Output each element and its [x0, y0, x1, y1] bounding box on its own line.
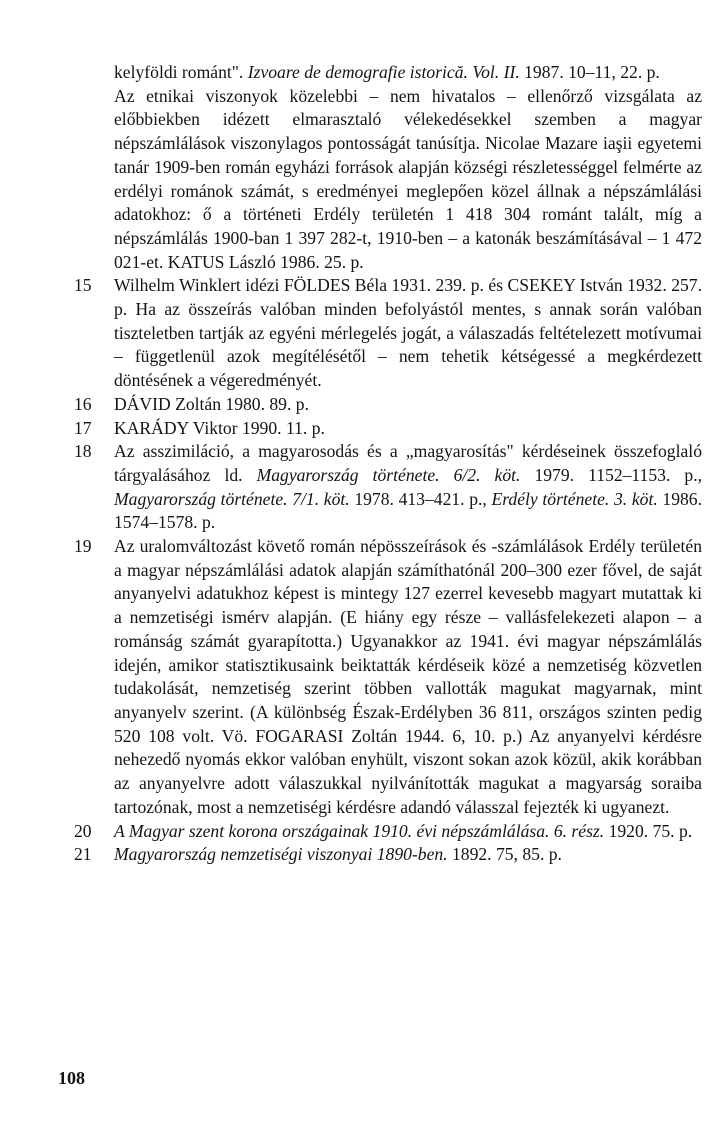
page-number: 108 — [58, 1068, 85, 1088]
endnote-number: 19 — [74, 536, 92, 557]
endnote-15 — [74, 274, 702, 393]
endnote-17 — [74, 417, 702, 441]
endnote-20 — [74, 820, 702, 844]
endnote-19 — [74, 535, 702, 819]
endnote-number: 21 — [74, 844, 92, 865]
citation-title: Magyarország története. 6/2. köt. — [256, 464, 521, 485]
note-text: 1979. 1152–1153. p., — [520, 464, 702, 485]
note-text: 1920. 75. p. — [604, 820, 693, 841]
endnote-number: 18 — [74, 441, 92, 462]
citation-title: Magyarország nemzetiségi viszonyai 1890-ben. — [114, 844, 448, 865]
note-text: 1978. 413–421. p., — [349, 488, 492, 509]
endnote-number: 17 — [74, 417, 92, 438]
note-text: kelyföldi románt". — [114, 62, 248, 82]
note-text: Wilhelm Winklert idézi FÖLDES Béla 1931. 239. p. és CSEKEY István 1932. 257. p. Ha az összeírás valóban minden befolyástól mentes, s annak során valóban tiszteletben tartják az egyéni mérlegelés jogát, a válaszadás feltételezett motívumai – függetlenül azok megítélésétől – nem tehetik kétségessé a megkérdezett döntésének a végeredményét. — [114, 275, 702, 391]
endnote-continuation — [114, 61, 702, 85]
note-text: KARÁDY Viktor 1990. 11. p. — [114, 417, 325, 438]
citation-title: Magyarország története. 7/1. köt. — [114, 488, 350, 509]
endnote-16 — [74, 393, 702, 417]
citation-title: A Magyar szent korona országainak 1910. évi népszámlálása. 6. rész. — [114, 820, 605, 841]
citation-title: Erdély története. 3. köt. — [491, 488, 658, 509]
note-text: 1892. 75, 85. p. — [447, 844, 562, 865]
note-text: 1987. 10–11, 22. p. — [519, 62, 660, 82]
endnotes-list — [74, 61, 702, 867]
endnote-number: 20 — [74, 820, 92, 841]
note-text: Az uralomváltozást követő román népösszeírások és -számlálások Erdély területén a magyar népszámlálási adatok alapján számíthatónál 200–300 ezer fővel, de saját anyanyelvi adatukhoz képest is mintegy 127 ezerrel kevesebb magyart mutattak ki a nemzetiségi ismérv alapján. (E hiány egy része – vallásfelekezeti alapon – a románság számát gyarapította.) Ugyanakkor az 1941. évi magyar népszámlálás idején, amikor statisztikusaink beiktatták kérdéseik közé a nemzetiség közvetlen tudakolását, nemzetiség szerint többen vallották magukat magyarnak, mint anyanyelv szerint. (A különbség Észak-Erdélyben 36 811, országos szinten pedig 520 108 volt. Vö. FOGARASI Zoltán 1944. 6, 10. p.) Az anyanyelvi kérdésre nehezedő nyomás ekkor valóban enyhült, viszont sokan azok közül, akik korábban az anyanyelvre adott válaszukkal nyilvánították magukat a magyarság soraiba tartozónak, most a nemzetiségi kérdésre adandó válasszal fejezték ki ugyanezt. — [114, 536, 702, 817]
note-text: Az asszimiláció, a magyarosodás és a „magyarosítás" kérdéseinek összefoglaló tárgyalásához ld. — [114, 441, 702, 485]
citation-title: Izvoare de demografie istorică. Vol. II. — [247, 62, 520, 82]
endnote-continuation-paragraph — [114, 85, 702, 275]
endnote-18 — [74, 440, 702, 535]
note-text: Az etnikai viszonyok közelebbi – nem hivatalos – ellenőrző vizsgálata az előbbiekben idézett elmarasztaló vélekedésekkel szemben a magyar népszámlálások viszonylagos pontosságát tanúsítja. Nicolae Mazare iaşii egyetemi tanár 1909-ben román egyházi források alapján községi részletességgel felmérte az erdélyi románok számát, s eredményei meglepően közel állnak a népszámlálási adatokhoz: ő a történeti Erdély területén 1 418 304 románt talált, míg a népszámlálás 1900-ban 1 397 282-t, 1910-ben – a katonák beszámításával – 1 472 021-et. KATUS László 1986. 25. p. — [114, 85, 702, 272]
endnote-number: 15 — [74, 275, 92, 296]
endnote-21 — [74, 843, 702, 867]
note-text: DÁVID Zoltán 1980. 89. p. — [114, 393, 309, 414]
note-text: 1986. 1574–1578. p. — [114, 488, 702, 533]
endnote-number: 16 — [74, 393, 92, 414]
